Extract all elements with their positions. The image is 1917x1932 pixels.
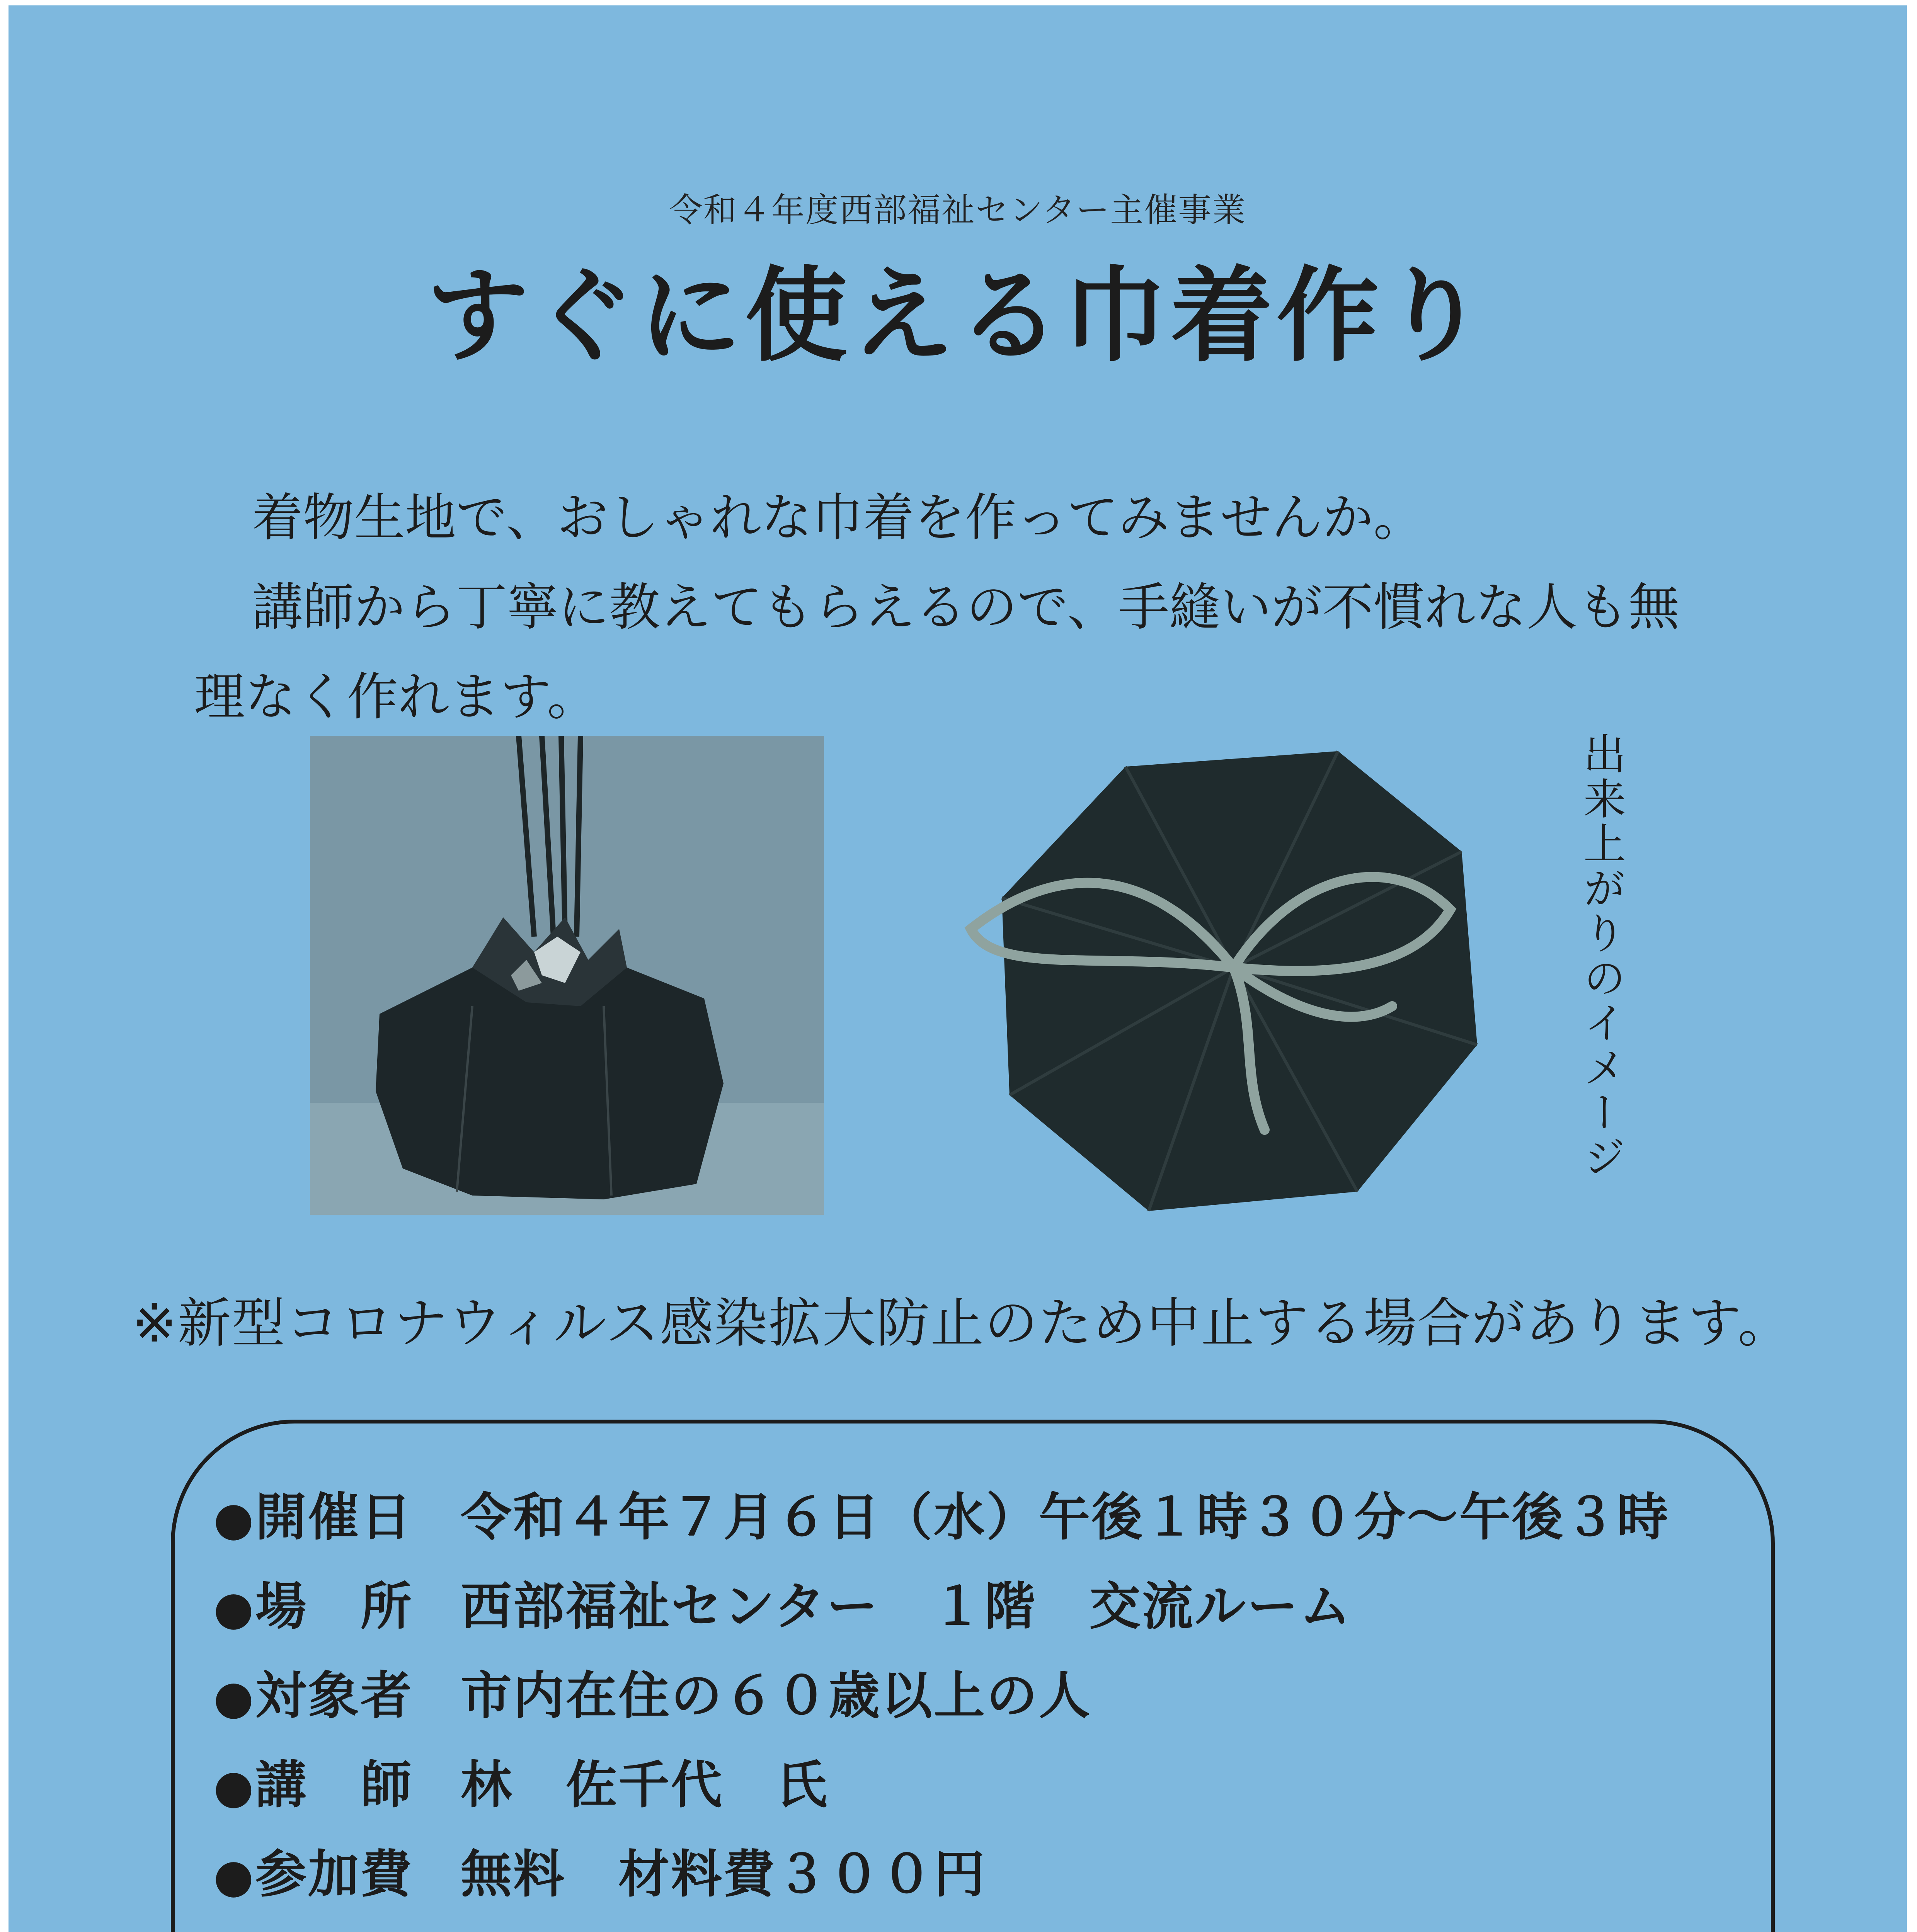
cancellation-notice: ※新型コロナウィルス感染拡大防止のため中止する場合があります。 <box>132 1292 1792 1354</box>
bag-photo-hanging <box>310 736 824 1215</box>
info-row-instructor <box>213 1742 1759 1831</box>
intro-line-2: 講師から丁寧に教えてもらえるので、手縫いが不慣れな人も無 <box>252 578 1680 637</box>
info-value-date: 令和４年７月６日（水）午後１時３０分～午後３時 <box>461 1488 1670 1547</box>
info-label-fee: 参加費 <box>255 1845 413 1904</box>
info-label-date: 開催日 <box>255 1488 413 1547</box>
bullet-icon: ● <box>213 1671 255 1725</box>
info-label-target: 対象者 <box>255 1666 413 1726</box>
info-value-fee: 無料 材料費３００円 <box>461 1845 986 1904</box>
info-row-fee <box>213 1831 1759 1920</box>
bullet-icon: ● <box>213 1849 255 1903</box>
flyer-sheet <box>9 5 1907 1932</box>
intro-line-1: 着物生地で、おしゃれな巾着を作ってみませんか。 <box>252 488 1425 548</box>
event-subtitle: 令和４年度西部福祉センター主催事業 <box>669 191 1246 230</box>
info-label-instructor: 講 師 <box>255 1755 413 1815</box>
bag-photo-top <box>948 736 1527 1246</box>
info-value-instructor: 林 佐千代 氏 <box>461 1755 829 1815</box>
intro-line-3: 理なく作れます。 <box>194 667 598 727</box>
info-value-target: 市内在住の６０歳以上の人 <box>461 1666 1091 1726</box>
photo-caption: 出来上がりのイメージ <box>1577 732 1626 1180</box>
event-info <box>213 1474 1759 1932</box>
info-row-date <box>213 1474 1759 1563</box>
info-value-place: 西部福祉センター １階 交流ルーム <box>461 1577 1352 1636</box>
info-row-place <box>213 1563 1759 1652</box>
bullet-icon: ● <box>213 1760 255 1814</box>
info-row-target <box>213 1652 1759 1742</box>
intro-text <box>194 473 1740 742</box>
bullet-icon: ● <box>213 1492 255 1546</box>
page-title: すぐに使える巾着作り <box>426 257 1489 376</box>
info-fee-note <box>213 1920 1759 1932</box>
info-label-place: 場 所 <box>255 1577 413 1636</box>
bullet-icon: ● <box>213 1582 255 1635</box>
